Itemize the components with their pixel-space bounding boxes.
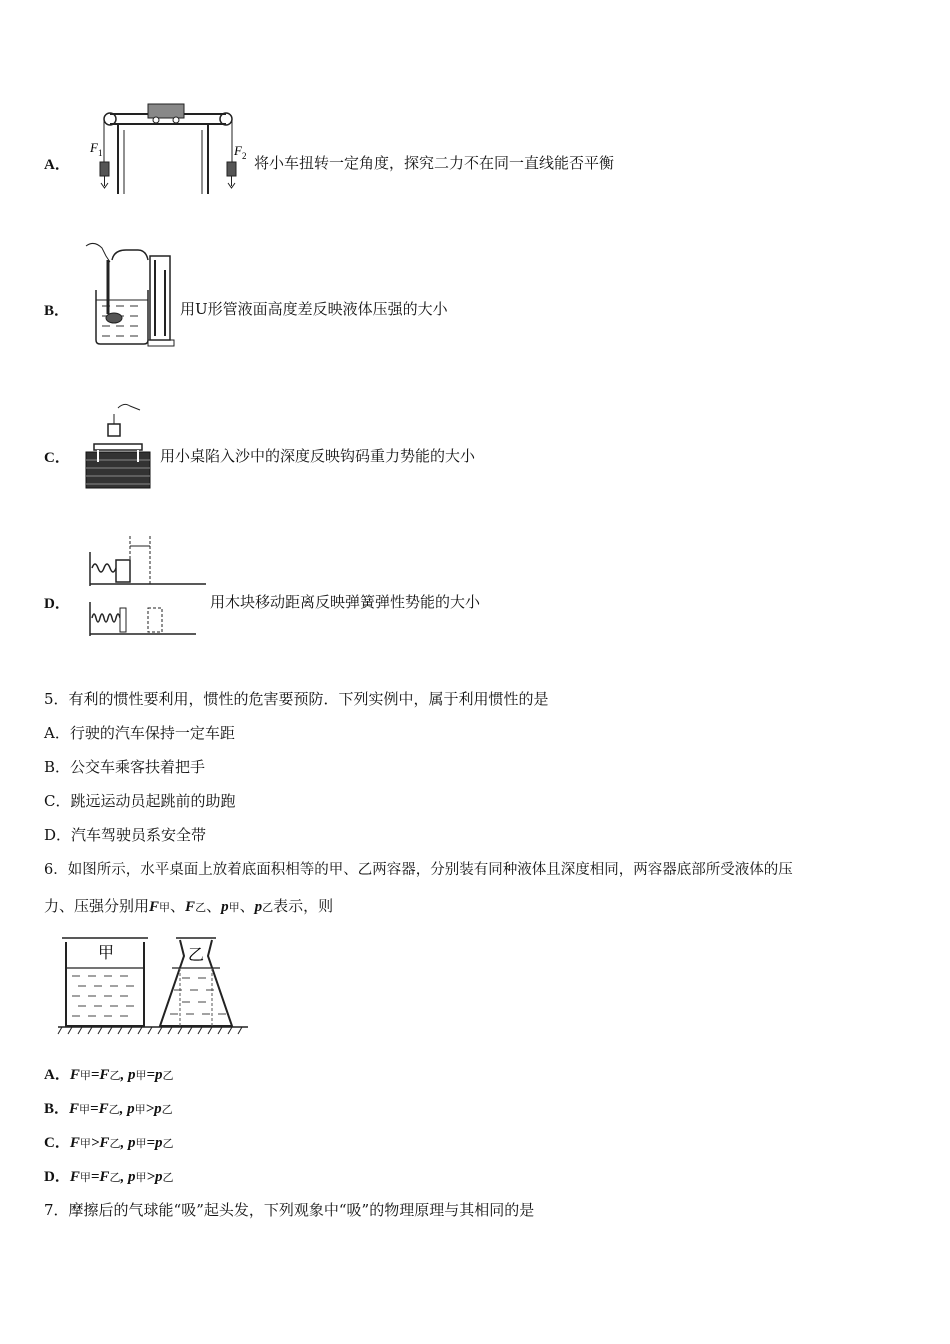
q6-option-d-letter: D． (44, 1169, 70, 1185)
sep-2: 、 (206, 897, 222, 915)
option-d-letter: D． (44, 596, 70, 612)
q5-option-a: A．行驶的汽车保持一定车距 (44, 724, 235, 742)
sym-p-yi: p (254, 899, 263, 915)
container-yi-label: 乙 (188, 947, 205, 964)
sym: p (127, 1067, 136, 1083)
relation: = (90, 1169, 100, 1185)
q6-stem-prefix: 力、压强分别用 (44, 897, 150, 915)
sub: 甲 (135, 1171, 147, 1184)
sym: F (69, 1101, 80, 1117)
q5-stem: 5．有利的惯性要利用，惯性的危害要预防．下列实例中，属于利用惯性的是 (44, 690, 549, 708)
q6-option-a: A．F甲=F乙, p甲=p乙 (44, 1067, 174, 1083)
relation: = (146, 1067, 155, 1083)
sym-f-yi: F (185, 899, 196, 915)
sub: 乙 (162, 1137, 174, 1150)
relation: = (146, 1135, 155, 1151)
sym: F (69, 1135, 80, 1151)
sym: F (69, 1169, 80, 1185)
f2-label: F (234, 143, 242, 158)
option-b-letter: B． (44, 303, 70, 319)
relation: = (90, 1101, 99, 1117)
q5-option-c: C．跳远运动员起跳前的助跑 (44, 792, 236, 810)
sub: 甲 (135, 1069, 147, 1082)
sub: 甲 (135, 1137, 147, 1150)
sand-table-figure (84, 400, 159, 492)
relation: > (146, 1169, 155, 1185)
q6-option-c-letter: C． (44, 1135, 70, 1151)
q6-stem-line1: 6．如图所示，水平桌面上放着底面积相等的甲、乙两容器，分别装有同种液体且深度相同，两容器底部所受液体的压 (44, 862, 793, 878)
sym-f-jia: F (149, 899, 160, 915)
relation: = (90, 1067, 100, 1083)
sep-3: 、 (239, 897, 255, 915)
sub: 甲 (79, 1137, 91, 1150)
q7-stem: 7．摩擦后的气球能“吸”起头发，下列观象中“吸”的物理原理与其相同的是 (44, 1201, 535, 1219)
q6-option-b: B．F甲=F乙, p甲>p乙 (44, 1101, 173, 1117)
q5-option-d: D．汽车驾驶员系安全带 (44, 826, 207, 844)
q6-stem-line2 (44, 895, 333, 916)
f1-label: F (90, 140, 98, 155)
sym-p-jia: p (221, 899, 229, 915)
f2-sub: 2 (242, 151, 247, 161)
sub-yi-2: 乙 (262, 901, 274, 914)
sub: 甲 (134, 1103, 146, 1116)
sub-yi-1: 乙 (195, 901, 207, 914)
relation: > (90, 1135, 100, 1151)
sub: 乙 (162, 1069, 174, 1082)
q5-option-b: B．公交车乘客扶着把手 (44, 758, 206, 776)
sub: 乙 (109, 1069, 121, 1082)
sym: p (154, 1101, 162, 1117)
sub-jia-1: 甲 (159, 901, 171, 914)
q6-option-b-letter: B． (44, 1101, 70, 1117)
q6-option-c: C．F甲>F乙, p甲=p乙 (44, 1135, 174, 1151)
sym: F (98, 1101, 109, 1117)
sym: F (69, 1067, 80, 1083)
sym: p (127, 1101, 135, 1117)
sym: p (155, 1169, 163, 1185)
sub: 乙 (109, 1171, 121, 1184)
q6-option-d: D．F甲=F乙, p甲>p乙 (44, 1169, 174, 1185)
option-d-text: 用木块移动距离反映弹簧弹性势能的大小 (210, 593, 481, 611)
sub: 甲 (79, 1103, 91, 1116)
containers-figure (58, 928, 248, 1036)
option-c-letter: C． (44, 450, 70, 466)
f1-sub: 1 (98, 148, 103, 158)
sep-1: 、 (170, 897, 186, 915)
sub: 乙 (108, 1103, 120, 1116)
container-jia-label: 甲 (98, 945, 115, 962)
sub: 乙 (109, 1137, 121, 1150)
sub: 乙 (162, 1171, 174, 1184)
option-a-text: 将小车扭转一定角度，探究二力不在同一直线能否平衡 (254, 154, 615, 172)
spring-block-figure (86, 532, 211, 642)
sym: F (99, 1067, 110, 1083)
sub-jia-2: 甲 (228, 901, 240, 914)
sym: p (155, 1067, 163, 1083)
sym: p (127, 1135, 136, 1151)
u-tube-figure (78, 240, 178, 350)
relation: > (145, 1101, 155, 1117)
option-b-text: 用U形管液面高度差反映液体压强的大小 (180, 300, 448, 318)
sym: p (127, 1169, 136, 1185)
sub: 甲 (79, 1171, 91, 1184)
sym: F (99, 1135, 110, 1151)
option-c-text: 用小桌陷入沙中的深度反映钩码重力势能的大小 (160, 447, 476, 465)
pulley-figure (88, 100, 248, 196)
sub: 乙 (161, 1103, 173, 1116)
sym: p (155, 1135, 163, 1151)
q6-stem-suffix: 表示，则 (273, 897, 334, 915)
sub: 甲 (79, 1069, 91, 1082)
option-a-letter: A． (44, 157, 70, 173)
q6-option-a-letter: A． (44, 1067, 70, 1083)
sym: F (99, 1169, 110, 1185)
